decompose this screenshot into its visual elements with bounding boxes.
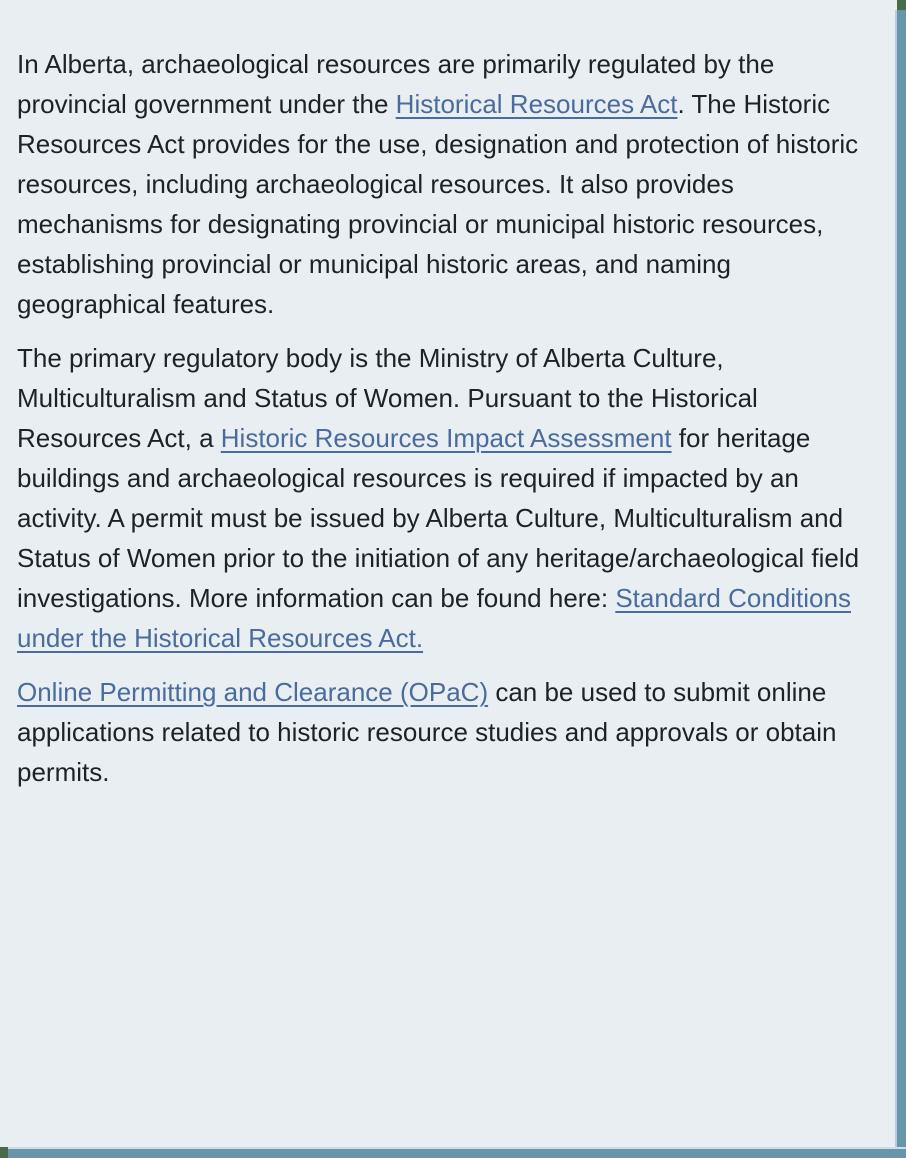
link-online-permitting-and-clearance-opac[interactable]: Online Permitting and Clearance (OPaC) (17, 677, 489, 707)
text-run: for heritage buildings and archaeological resources is required if impacted by an activity. A permit must be issued by Alberta Culture, Multiculturalism and Status of Women prior to the initiation of any heritage/archaeological field investigations. More information can be found here: (17, 423, 860, 613)
paragraph (17, 44, 879, 324)
link-historic-resources-impact-assessment[interactable]: Historic Resources Impact Assessment (220, 423, 672, 453)
text-run: The primary regulatory body is the Ministry of Alberta Culture, Multiculturalism and Status of Women. Pursuant to the Historical Resources Act, a (17, 343, 758, 453)
horizontal-scrollbar[interactable] (8, 1147, 906, 1158)
corner-accent-bottom-left (0, 1147, 8, 1158)
text-run: . The Historic Resources Act provides for the use, designation and protection of historic resources, including archaeological resources. It also provides mechanisms for designating provincial or municipal historic resources, establishing provincial or municipal historic areas, and naming geographical features. (17, 89, 859, 319)
vertical-scrollbar[interactable] (895, 10, 906, 1149)
corner-accent-top-right (897, 0, 906, 10)
paragraph (17, 338, 879, 658)
text-run: can be used to submit online applications related to historic resource studies and approvals or obtain permits. (17, 677, 837, 787)
link-standard-conditions-under-the-historical[interactable]: Standard Conditions under the Historical Resources Act. (17, 583, 851, 653)
paragraph (17, 672, 879, 792)
article (17, 44, 879, 806)
text-run: In Alberta, archaeological resources are primarily regulated by the provincial government under the (17, 49, 775, 119)
link-historical-resources-act[interactable]: Historical Resources Act (395, 89, 678, 119)
